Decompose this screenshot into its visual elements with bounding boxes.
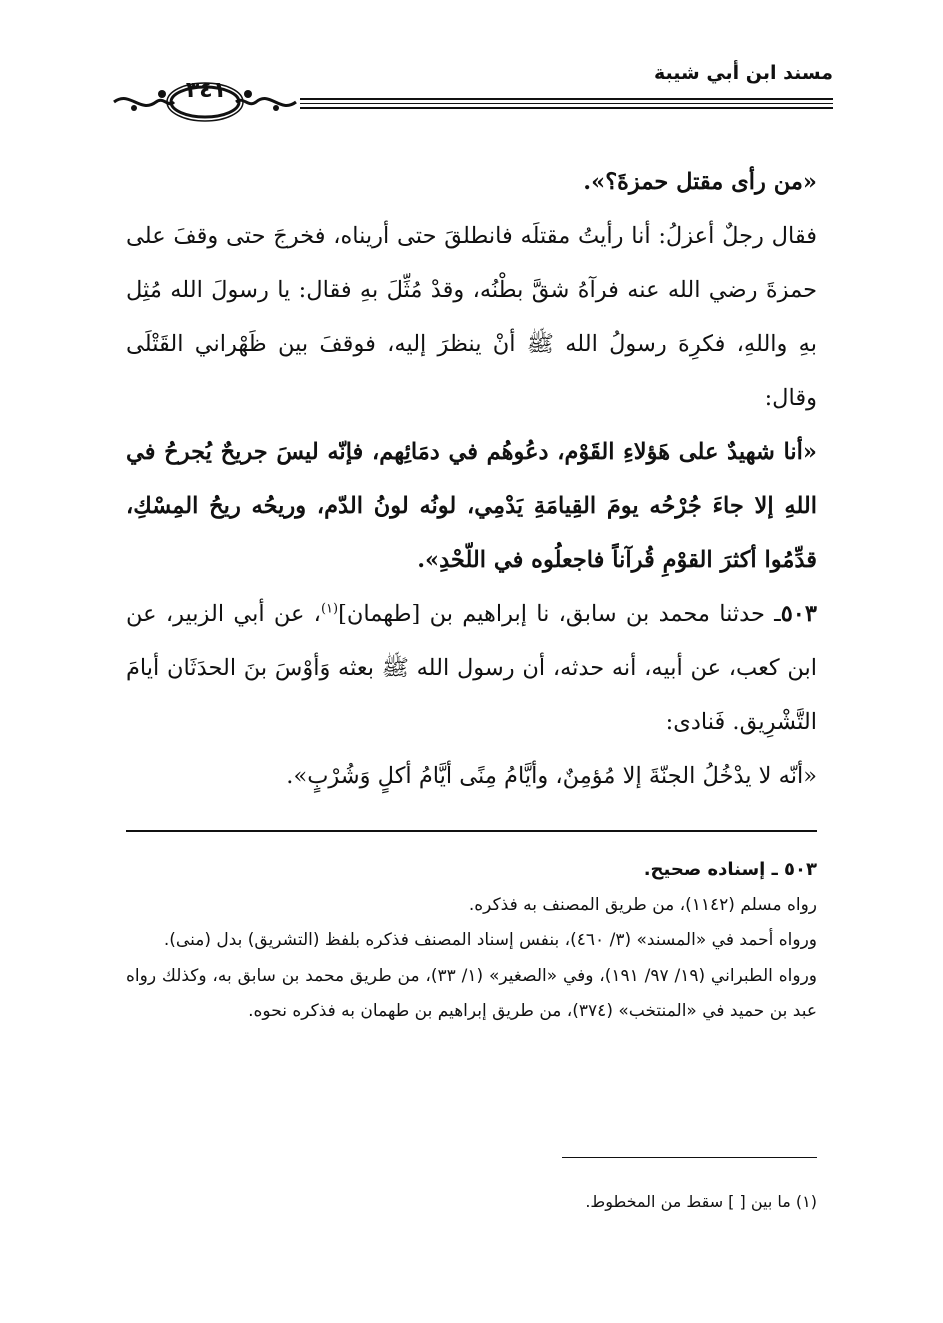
quote-1: «من رأى مقتل حمزةَ؟».	[583, 169, 817, 195]
commentary-line-2: ورواه أحمد في «المسند» (٣/ ٤٦٠)، بنفس إسناد المصنف فذكره بلفظ (التشريق) بدل (منى).	[163, 930, 817, 950]
isnad-text: ـ حدثنا محمد بن سابق، نا إبراهيم بن [طهمان]	[338, 601, 781, 627]
commentary-divider	[126, 830, 817, 832]
commentary-block	[126, 852, 817, 1030]
quote-2: «أنا شهيدٌ على هَؤلاءِ القَوْم، دعُوهُم في دمَائِهم، فإنّه ليسَ جريحٌ يُجرحُ في اللهِ إلا جاءَ جُرْحُه يومَ القِيامَةِ يَدْمِي، لونُه لونُ الدّم، وريحُه ريحُ المِسْكِ، قدِّمُوا أكثرَ القوْمِ قُرآناً فاجعلُوه في اللّحْدِ».	[126, 439, 817, 573]
narration-paragraph-1: فقال رجلٌ أعزلُ: أنا رأيتُ مقتلَه فانطلقَ حتى أريناه، فخرجَ حتى وقفَ على حمزةَ رضي الله عنه فرآهُ شقَّ بطْنُه، وقدْ مُثِّلَ بهِ فقال: يا رسولَ الله مُثِل بهِ واللهِ، فكرِهَ رسولُ الله ﷺ أنْ ينظرَ إليه، فوقفَ بين ظَهْراني القَتْلَى وقال:	[126, 223, 817, 411]
footnote-divider	[562, 1157, 817, 1158]
main-text	[126, 155, 817, 803]
quote-3: «أنّه لا يدْخُلُ الجنّةَ إلا مُؤمِنٌ، وأيَّامُ مِنًى أيَّامُ أكلٍ وَشُرْبٍ».	[286, 763, 817, 789]
commentary-title: ٥٠٣ ـ إسناده صحيح.	[643, 859, 817, 880]
commentary-line-3: ورواه الطبراني (١٩/ ٩٧/ ١٩١)، وفي «الصغير» (١/ ٣٣)، من طريق محمد بن سابق به، وكذلك رواه عبد بن حميد في «المنتخب» (٣٧٤)، من طريق إبراهيم بن طهمان به فذكره نحوه.	[126, 965, 817, 1021]
isnad-text-continued: ، عن أبي الزبير، عن ابن كعب، عن أبيه، أنه حدثه، أن رسول الله ﷺ بعثه وَأوْسَ بنَ الحدَثَان أيامَ التَّشْرِيق. فَنادى:	[126, 601, 817, 735]
page-number: ٣٤١	[185, 78, 227, 103]
footnote: (١) ما بين [ ] سقط من المخطوط.	[585, 1192, 817, 1211]
page-header	[110, 58, 833, 118]
footnote-marker: (١)	[320, 601, 339, 617]
commentary-line-1: رواه مسلم (١١٤٢)، من طريق المصنف به فذكره.	[468, 894, 817, 915]
hadith-number: ٥٠٣	[780, 601, 817, 627]
header-rule	[300, 98, 833, 112]
narration-paragraph-2	[126, 587, 817, 749]
book-title: مسند ابن أبي شيبة	[653, 62, 833, 84]
